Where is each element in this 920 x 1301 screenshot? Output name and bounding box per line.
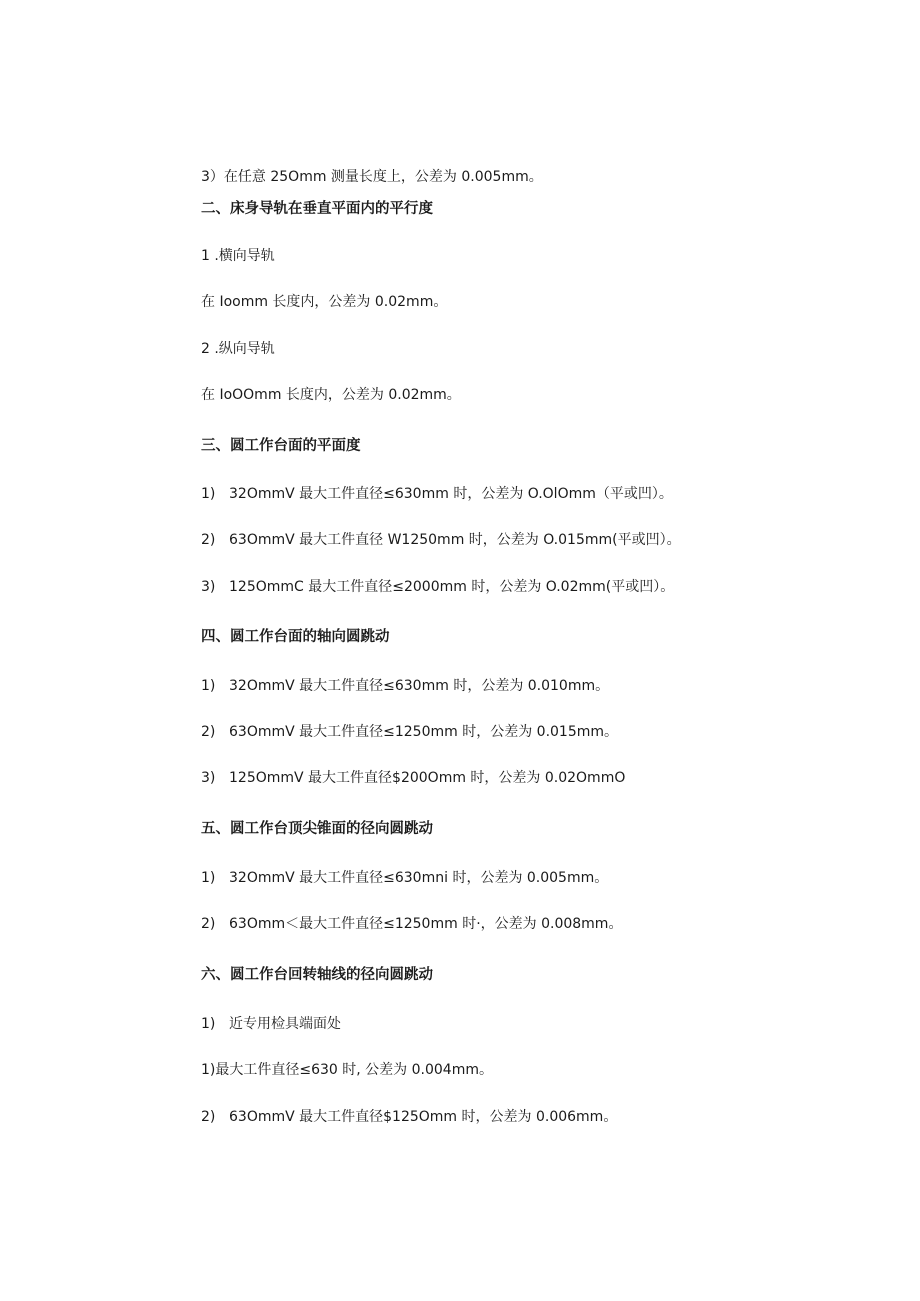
section-heading: 六、圆工作台回转轴线的径向圆跳动 (201, 967, 433, 983)
item-text: 125OmmV 最大工件直径$200Omm 时，公差为 0.02OmmO (229, 770, 626, 786)
text-line: 2 .纵向导轨 (201, 341, 275, 357)
item-text: 63OmmV 最大工件直径 W1250mm 时，公差为 O.015mm(平或凹）。 (229, 532, 681, 548)
item-text: 125OmmC 最大工件直径≤2000mm 时，公差为 O.02mm(平或凹）。 (229, 579, 675, 595)
item-text: 63OmmV 最大工件直径$125Omm 时，公差为 0.006mm。 (229, 1109, 618, 1125)
list-item (201, 915, 622, 933)
list-item (201, 677, 609, 695)
item-number: 2) (201, 532, 216, 548)
item-number: 2) (201, 1109, 216, 1125)
list-item (201, 485, 673, 503)
list-item (201, 531, 681, 549)
list-item (201, 869, 608, 887)
text-line: 在 IoOOmm 长度内，公差为 0.02mm。 (201, 387, 461, 403)
item-text: 近专用检具端面处 (229, 1016, 341, 1032)
item-text: 32OmmV 最大工件直径≤630mni 时，公差为 0.005mm。 (229, 870, 609, 886)
list-item (201, 1108, 617, 1126)
item-number: 3) (201, 579, 216, 595)
item-number: 2) (201, 724, 216, 740)
section-heading: 三、圆工作台面的平面度 (201, 438, 361, 454)
section-heading: 五、圆工作台顶尖锥面的径向圆跳动 (201, 821, 433, 837)
list-item (201, 769, 625, 787)
text-line: 1 .横向导轨 (201, 248, 275, 264)
list-item (201, 723, 618, 741)
text-line: 1)最大工件直径≤630 时, 公差为 0.004mm。 (201, 1062, 493, 1078)
item-text: 63OmmV 最大工件直径≤1250mm 时，公差为 0.015mm。 (229, 724, 619, 740)
item-text: 63Omm＜最大工件直径≤1250mm 时·，公差为 0.008mm。 (229, 916, 623, 932)
item-number: 1) (201, 1016, 216, 1032)
item-text: 32OmmV 最大工件直径≤630mm 时，公差为 0.010mm。 (229, 678, 610, 694)
section-heading: 二、床身导轨在垂直平面内的平行度 (201, 201, 433, 217)
item-number: 2) (201, 916, 216, 932)
text-line: 3）在任意 25Omm 测量长度上，公差为 0.005mm。 (201, 169, 543, 185)
text-line: 在 Ioomm 长度内，公差为 0.02mm。 (201, 294, 448, 310)
item-number: 1) (201, 486, 216, 502)
list-item (201, 1015, 341, 1033)
list-item (201, 578, 674, 596)
section-heading: 四、圆工作台面的轴向圆跳动 (201, 629, 390, 645)
item-number: 1) (201, 870, 216, 886)
item-text: 32OmmV 最大工件直径≤630mm 时，公差为 O.OlOmm（平或凹）。 (229, 486, 673, 502)
item-number: 3) (201, 770, 216, 786)
item-number: 1) (201, 678, 216, 694)
